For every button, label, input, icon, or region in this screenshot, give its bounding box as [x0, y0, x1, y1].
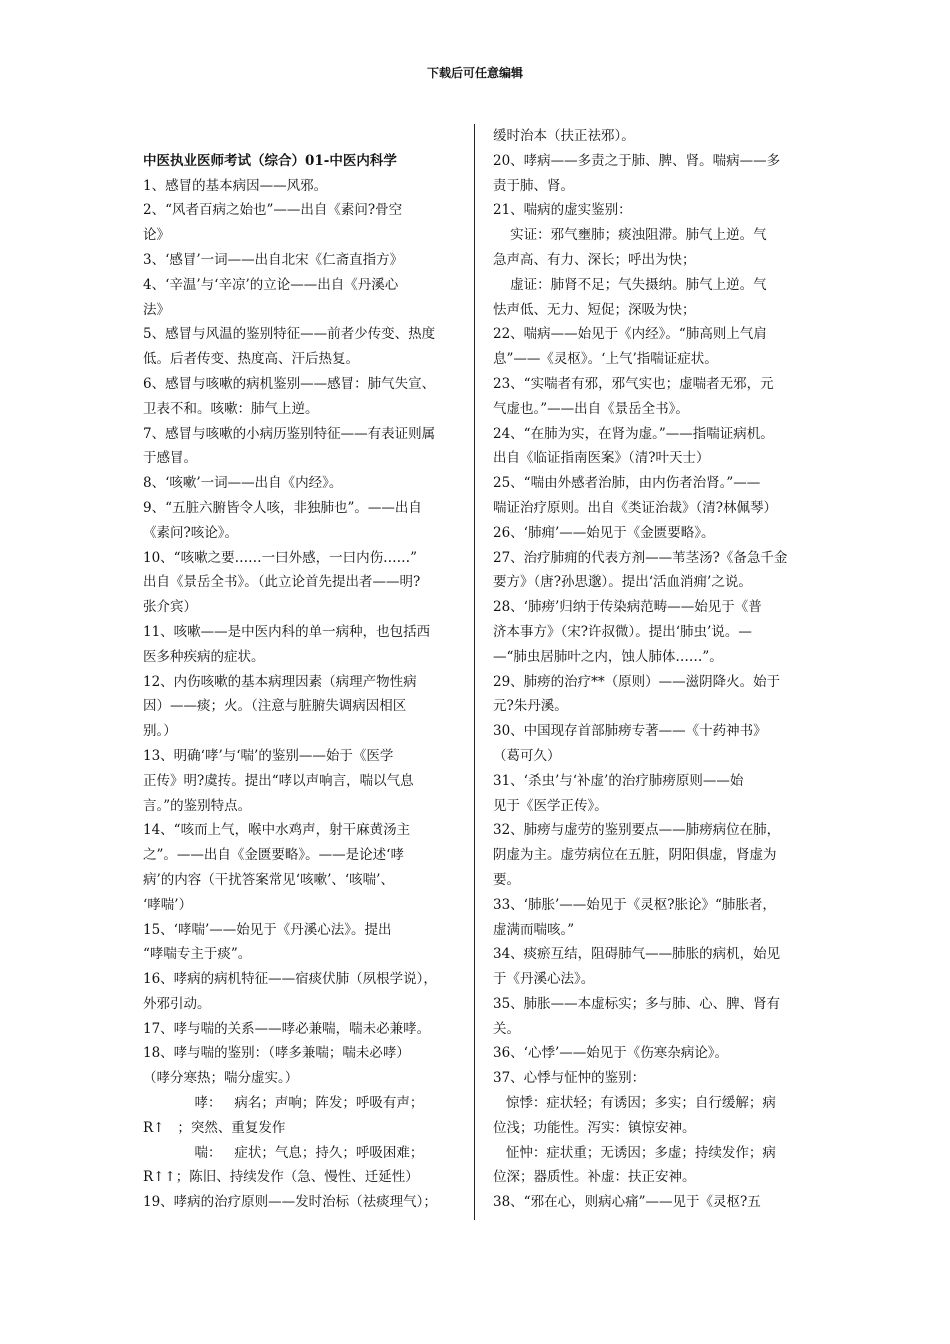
left-column-line: 言。”的鉴别特点。: [143, 797, 252, 814]
right-column-line: 33、‘肺胀’——始见于《灵枢?胀论》“肺胀者，: [493, 896, 776, 913]
right-column-line: 28、‘肺痨’归纳于传染病范畴——始见于《普: [493, 599, 762, 616]
left-column-line: 19、哮病的治疗原则——发时治标（祛痰理气）；: [143, 1194, 437, 1211]
right-column-line: （葛可久）: [493, 747, 561, 764]
left-column-line: 7、感冒与咳嗽的小病历鉴别特征——有表证则属: [143, 425, 436, 442]
right-column-line: 36、‘心悸’——始见于《伤寒杂病论》。: [493, 1045, 729, 1062]
right-column-line: 37、心悸与怔忡的鉴别：: [493, 1070, 646, 1087]
left-column-line: 11、咳嗽——是中医内科的单一病种，也包括西: [143, 623, 431, 640]
right-column-line: 虚满而喘咳。”: [493, 921, 575, 938]
right-column-line: 32、肺痨与虚劳的鉴别要点——肺痨病位在肺，: [493, 822, 781, 839]
right-column-line: 气虚也。”——出自《景岳全书》。: [493, 400, 689, 417]
left-column-line: 论》: [143, 227, 170, 244]
left-column-line: R↑↑；陈旧、持续发作（急、慢性、迁延性）: [143, 1169, 419, 1186]
left-column-line: ‘哮喘’）: [143, 896, 193, 913]
right-column-line: 位深；器质性。补虚：扶正安神。: [493, 1169, 696, 1186]
right-column-line: 24、“在肺为实，在肾为虚。”——指喘证病机。: [493, 425, 774, 442]
right-column-line: 怔忡：症状重；无诱因；多虚；持续发作；病: [493, 1144, 776, 1161]
right-column-line: 31、‘杀虫’与‘补虚’的治疗肺痨原则——始: [493, 772, 744, 789]
left-column-line: 1、感冒的基本病因——风邪。: [143, 177, 328, 194]
right-column-line: 位浅；功能性。泻实：镇惊安神。: [493, 1119, 696, 1136]
right-column-line: 20、哮病——多责之于肺、脾、肾。喘病——多: [493, 152, 781, 169]
right-column-line: 30、中国现存首部肺痨专著——《十药神书》: [493, 723, 767, 740]
left-column-line: 8、‘咳嗽’一词——出自《内经》。: [143, 475, 343, 492]
right-column-line: 息”——《灵枢》。‘上气’指喘证症状。: [493, 351, 718, 368]
left-column-line: R↑ ；突然、重复发作: [143, 1119, 286, 1136]
left-column-line: 医多种疾病的症状。: [143, 648, 265, 665]
left-column-line: 15、‘哮喘’——始见于《丹溪心法》。提出: [143, 921, 392, 938]
page-header: 下载后可任意编辑: [426, 66, 523, 80]
right-column: [493, 124, 806, 1215]
right-column-line: 惊悸：症状轻；有诱因；多实；自行缓解；病: [493, 1095, 776, 1112]
right-column-line: 34、痰瘀互结，阻碍肺气——肺胀的病机，始见: [493, 946, 781, 963]
left-column-line: 10、“咳嗽之要……一曰外感，一曰内伤……”: [143, 549, 417, 566]
right-column-line: 35、肺胀——本虚标实；多与肺、心、脾、肾有: [493, 995, 781, 1012]
left-column-line: 13、明确‘哮’与‘喘’的鉴别——始于《医学: [143, 747, 394, 764]
left-column-line: 9、“五脏六腑皆令人咳，非独肺也”。——出自: [143, 499, 422, 516]
left-column-line: 出自《景岳全书》。（此立论首先提出者——明?: [143, 574, 421, 591]
right-column-line: 济本事方》（宋?许叔微）。提出‘肺虫’说。—: [493, 623, 752, 640]
left-column-line: （哮分寒热；喘分虚实。）: [143, 1070, 299, 1087]
left-column-line: 《素问?咳论》。: [143, 524, 238, 541]
right-column-line: 责于肺、肾。: [493, 177, 574, 194]
right-column-line: 虚证：肺肾不足；气失摄纳。肺气上逆。气: [493, 276, 767, 293]
right-column-line: 急声高、有力、深长；呼出为快；: [493, 251, 696, 268]
right-column-line: 出自《临证指南医案》（清?叶天士）: [493, 450, 710, 467]
left-column-line: 法》: [143, 301, 170, 318]
left-column-line: 张介宾）: [143, 599, 197, 616]
left-column-line: 6、感冒与咳嗽的病机鉴别——感冒：肺气失宣、: [143, 375, 436, 392]
right-column-line: —“肺虫居肺叶之内，蚀人肺体……”。: [493, 648, 723, 665]
left-column-line: 低。后者传变、热度高、汗后热复。: [143, 351, 359, 368]
left-column: [143, 124, 456, 1215]
left-column-line: 16、哮病的病机特征——宿痰伏肺（夙根学说），: [143, 971, 437, 988]
left-column-line: 14、“咳而上气，喉中水鸡声，射干麻黄汤主: [143, 822, 411, 839]
right-column-line: 22、喘病——始见于《内经》。“肺高则上气肩: [493, 326, 767, 343]
right-column-line: 21、喘病的虚实鉴别：: [493, 202, 632, 219]
right-column-line: 实证：邪气壅肺；痰浊阻滞。肺气上逆。气: [493, 227, 767, 244]
right-column-line: 23、“实喘者有邪，邪气实也；虚喘者无邪，元: [493, 375, 774, 392]
right-column-line: 26、‘肺痈’——始见于《金匮要略》。: [493, 524, 715, 541]
left-column-line: 之”。——出自《金匮要略》。——是论述‘哮: [143, 847, 404, 864]
left-column-line: 喘： 症状；气息；持久；呼吸困难；: [143, 1144, 424, 1161]
right-column-line: 元?朱丹溪。: [493, 698, 568, 715]
left-column-line: “哮喘专主于痰”。: [143, 946, 252, 963]
right-column-line: 27、治疗肺痈的代表方剂——苇茎汤?《备急千金: [493, 549, 788, 566]
document-title: 中医执业医师考试（综合）01-中医内科学: [143, 152, 397, 169]
right-column-line: 25、“喘由外感者治肺，由内伤者治肾。”——: [493, 475, 761, 492]
left-column-line: [143, 124, 456, 149]
left-column-line: 3、‘感冒’一词——出自北宋《仁斋直指方》: [143, 251, 404, 268]
left-column-line: 4、‘辛温’与‘辛凉’的立论——出自《丹溪心: [143, 276, 399, 293]
left-column-line: 12、内伤咳嗽的基本病理因素（病理产物性病: [143, 673, 417, 690]
right-column-line: 怯声低、无力、短促；深吸为快；: [493, 301, 696, 318]
right-column-line: 要方》（唐?孙思邈）。提出‘活血消痈’之说。: [493, 574, 752, 591]
left-column-line: 卫表不和。咳嗽：肺气上逆。: [143, 400, 319, 417]
right-column-line: 于《丹溪心法》。: [493, 971, 595, 988]
left-column-line: 正传》明?虞抟。提出“哮以声响言，喘以气息: [143, 772, 414, 789]
left-column-line: 别。）: [143, 723, 177, 740]
right-column-line: 缓时治本（扶正祛邪）。: [493, 128, 635, 144]
right-column-line: 要。: [493, 871, 520, 888]
right-column-line: 38、“邪在心，则病心痛”——见于《灵枢?五: [493, 1194, 761, 1211]
left-column-line: 5、感冒与风温的鉴别特征——前者少传变、热度: [143, 326, 436, 343]
left-column-line: 18、哮与喘的鉴别：（哮多兼喘；喘未必哮）: [143, 1045, 410, 1062]
left-column-line: 2、“风者百病之始也”——出自《素问?骨空: [143, 202, 403, 219]
right-column-line: 29、肺痨的治疗**（原则）——滋阴降火。始于: [493, 673, 781, 690]
left-column-line: 病’的内容（干扰答案常见‘咳嗽’、‘咳喘’、: [143, 871, 394, 888]
left-column-line: 因）——痰；火。（注意与脏腑失调病因相区: [143, 698, 407, 715]
left-column-line: 外邪引动。: [143, 995, 211, 1012]
column-divider: [474, 124, 475, 1220]
left-column-line: 于感冒。: [143, 450, 197, 467]
right-column-line: 阴虚为主。虚劳病位在五脏，阴阳俱虚，肾虚为: [493, 847, 777, 864]
left-column-line: 17、哮与喘的关系——哮必兼喘，喘未必兼哮。: [143, 1020, 431, 1037]
right-column-line: 关。: [493, 1020, 520, 1037]
right-column-line: 见于《医学正传》。: [493, 797, 608, 814]
left-column-line: 哮： 病名；声响；阵发；呼吸有声；: [143, 1095, 424, 1112]
right-column-line: 喘证治疗原则。出自《类证治裁》（清?林佩琴）: [493, 499, 777, 516]
